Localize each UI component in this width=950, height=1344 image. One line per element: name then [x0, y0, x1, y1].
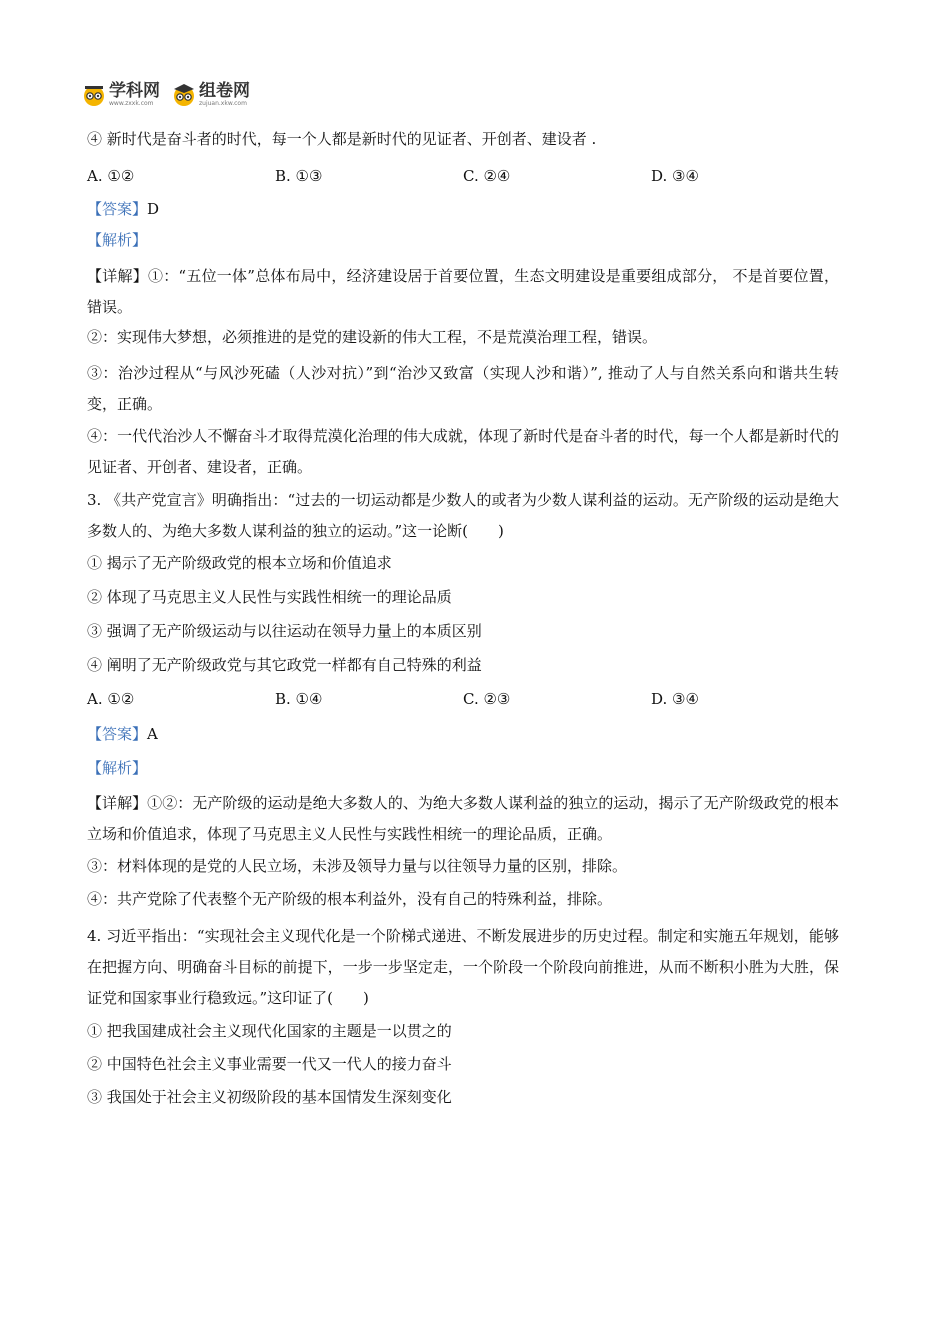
q4-item-1: ① 把我国建成社会主义现代化国家的主题是一以贯之的 [87, 1022, 452, 1040]
logo-url: zujuan.xkw.com [199, 100, 247, 107]
answer-value: A [147, 725, 158, 743]
detail-tag: 【详解】 [87, 794, 148, 812]
answer-tag: 【答案】 [87, 725, 148, 743]
option-c: C. ②④ [463, 167, 511, 185]
q2-item-4: ④ 新时代是奋斗者的时代，每一个人都是新时代的见证者、开创者、建设者 . [87, 130, 597, 148]
q3-item-4: ④ 阐明了无产阶级政党与其它政党一样都有自己特殊的利益 [87, 656, 482, 674]
q2-options [87, 166, 847, 186]
q3-analysis-tag: 【解析】 [87, 759, 148, 777]
q3-detail-2: ③：材料体现的是党的人民立场，未涉及领导力量与以往领导力量的区别，排除。 [87, 857, 628, 875]
option-d: D. ③④ [651, 167, 699, 185]
logo-url: www.zxxk.com [109, 100, 154, 107]
logo-name: 学科网 [109, 81, 160, 101]
q4-stem: 4. 习近平指出：“实现社会主义现代化是一个阶梯式递进、不断发展进步的历史过程。制定和实施五年规划，能够在把握方向、明确奋斗目标的前提下，一步一步坚定走，一个阶段一个阶段向前推进，从而不断积小胜为大胜，保证党和国家事业行稳致远。”这印证了( ) [87, 927, 839, 1007]
q4-item-3: ③ 我国处于社会主义初级阶段的基本国情发生深刻变化 [87, 1088, 452, 1106]
q2-detail-1 [87, 261, 839, 323]
option-b: B. ①④ [275, 690, 323, 708]
option-d: D. ③④ [651, 690, 699, 708]
q2-detail-4: ④：一代代治沙人不懈奋斗才取得荒漠化治理的伟大成就，体现了新时代是奋斗者的时代，每一个人都是新时代的见证者、开创者、建设者，正确。 [87, 427, 839, 476]
option-c: C. ②③ [463, 690, 511, 708]
zujuanwang-logo [172, 82, 250, 107]
owl-icon [172, 83, 196, 107]
q4-item-2: ② 中国特色社会主义事业需要一代又一代人的接力奋斗 [87, 1055, 452, 1073]
logo-name: 组卷网 [199, 81, 250, 101]
xuekewang-logo [82, 82, 160, 107]
detail-tag: 【详解】 [87, 267, 148, 285]
q3-options [87, 689, 847, 709]
q3-stem: 3. 《共产党宣言》明确指出：“过去的一切运动都是少数人的或者为少数人谋利益的运动。无产阶级的运动是绝大多数人的、为绝大多数人谋利益的独立的运动。”这一论断( ) [87, 491, 839, 540]
option-a: A. ①② [87, 167, 135, 185]
q3-answer [87, 724, 158, 744]
q3-item-2: ② 体现了马克思主义人民性与实践性相统一的理论品质 [87, 588, 452, 606]
header-logos [82, 82, 250, 107]
answer-value: D [147, 200, 160, 218]
q2-detail-2: ②：实现伟大梦想，必须推进的是党的建设新的伟大工程，不是荒漠治理工程，错误。 [87, 328, 658, 346]
q2-detail-3: ③：治沙过程从“与风沙死磕（人沙对抗）”到“治沙又致富（实现人沙和谐）”, 推动了人与自然关系向和谐共生转变，正确。 [87, 364, 839, 413]
q2-answer [87, 199, 159, 219]
answer-tag: 【答案】 [87, 200, 148, 218]
detail-text: ①②：无产阶级的运动是绝大多数人的、为绝大多数人谋利益的独立的运动，揭示了无产阶级政党的根本立场和价值追求，体现了马克思主义人民性与实践性相统一的理论品质，正确。 [87, 794, 839, 843]
q2-analysis-tag: 【解析】 [87, 231, 148, 249]
owl-icon [82, 83, 106, 107]
q3-detail-3: ④：共产党除了代表整个无产阶级的根本利益外，没有自己的特殊利益，排除。 [87, 890, 613, 908]
option-a: A. ①② [87, 690, 135, 708]
q3-item-1: ① 揭示了无产阶级政党的根本立场和价值追求 [87, 554, 392, 572]
detail-text: ①：“五位一体”总体布局中，经济建设居于首要位置，生态文明建设是重要组成部分， 不是首要位置，错误。 [87, 267, 839, 316]
q3-item-3: ③ 强调了无产阶级运动与以往运动在领导力量上的本质区别 [87, 622, 482, 640]
option-b: B. ①③ [275, 167, 323, 185]
q3-detail-1 [87, 788, 839, 850]
